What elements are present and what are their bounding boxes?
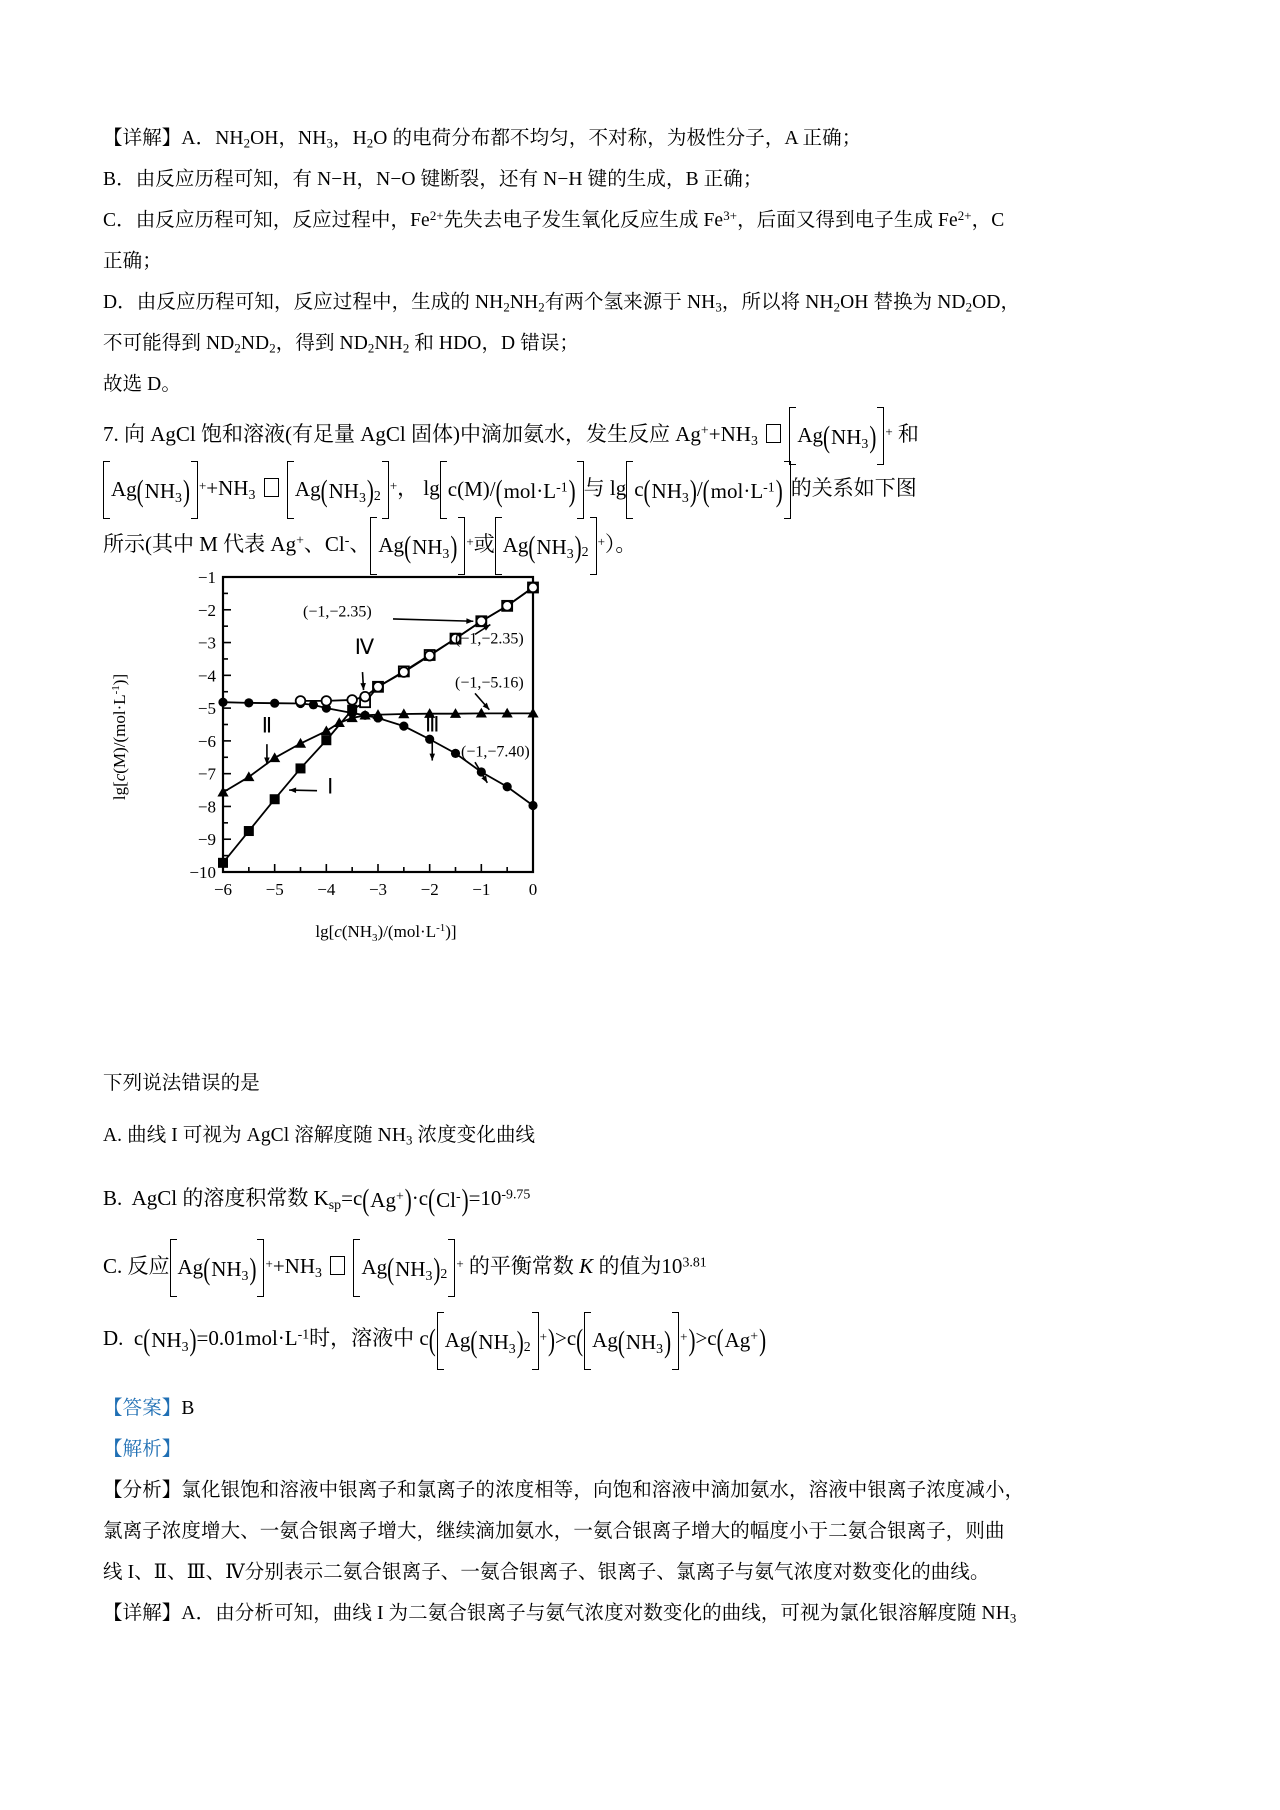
bracket-ag-nh3-2: Ag ( $NH_3$ ): [103, 463, 198, 517]
annotation-iii-label: (−1,−7.40): [461, 743, 530, 761]
question-7-line-3: 所示(其中 M 代表 Ag+、Cl-、 Ag ( $NH_3$ )+或 Ag ( $NH_3$ ) $_2$+）。: [103, 518, 1083, 573]
curve-label-iii: Ⅲ: [425, 712, 440, 737]
x-tick-label: −5: [265, 880, 284, 899]
explanation-line-c: C．由反应历程可知，反应过程中，$Fe^{2+}$先失去电子发生氧化反应生成 $Fe^{3+}$，后面又得到电子生成 $Fe^{2+}$，C: [103, 208, 1005, 231]
answer-block: [103, 1388, 195, 1429]
bracket-c-2: Ag ( $NH_3$ ) $_2$: [353, 1241, 455, 1295]
answer-value: B: [181, 1398, 195, 1419]
annotation-i-label: (−1,−2.35): [455, 630, 524, 648]
analysis-text-2: 氯离子浓度增大、一氨合银离子增大，继续滴加氨水，一氨合银离子增大的幅度小于二氨合银离子，则曲: [103, 1521, 1005, 1542]
x-tick-label: 0: [528, 880, 538, 899]
y-tick-label: −3: [197, 633, 216, 653]
explanation-line-d: D．由反应历程可知，反应过程中，生成的 $NH_2NH_2$有两个氢来源于 $NH_3$，所以将 $NH_2OH$ 替换为 $ND_2OD$，: [103, 292, 1021, 315]
explanation-line-c-cont: 正确；: [103, 251, 162, 272]
analysis-sub-label: 【分析】: [103, 1480, 182, 1501]
option-b[interactable]: B. AgCl 的溶度积常数 $K_{sp}=c$ ( Ag+ ) ·c ( Cl- ) $=10^{-9.75}$: [103, 1172, 530, 1226]
y-tick-label: −2: [197, 600, 216, 620]
x-tick-label: −4: [317, 880, 336, 899]
x-tick-label: −1: [472, 880, 491, 899]
y-tick-label: −1: [197, 568, 216, 587]
y-axis-title: $\lg[c(M)/(mol\cdot L^{-1})]$: [110, 673, 129, 801]
explanation-line-a: 【详解】A．$NH_2OH$，$NH_3$，$H_2O$ 的电荷分布都不均匀，不对称，为极性分子，A 正确；: [103, 128, 862, 151]
y-tick-label: −5: [197, 699, 216, 719]
analysis-text-3: 线 I、Ⅱ、Ⅲ、Ⅳ分别表示二氨合银离子、一氨合银离子、银离子、氯离子与氨气浓度对数变化的曲线。: [103, 1562, 990, 1583]
question-number: 7.: [103, 422, 119, 446]
annotation-iv-label: (−1,−2.35): [303, 603, 372, 621]
explanation-line-b: B．由反应历程可知，有 N−H，N−O 键断裂，还有 N−H 键的生成，B 正确；: [103, 169, 763, 190]
chart-figure: [103, 562, 603, 962]
explanation-conclusion: 故选 D。: [103, 374, 181, 395]
bracket-d-1: Ag ( $NH_3$ ) $_2$: [437, 1314, 539, 1368]
explanation-block-2: 【详解】A．由分析可知，曲线 I 为二氨合银离子与氨气浓度对数变化的曲线，可视为氯化银溶解度随 $NH_3$: [103, 1603, 1017, 1626]
answer-label: 【答案】: [103, 1398, 182, 1419]
question-prompt: 下列说法错误的是: [103, 1073, 260, 1094]
annotation-ii-arrow: [475, 693, 489, 709]
question-7-line-1: 7. 向 AgCl 饱和溶液(有足量 AgCl 固体)中滴加氨水，发生反应 $Ag^++NH_3$ Ag ( $NH_3$ )+ 和: [103, 408, 1063, 463]
x-tick-label: −2: [420, 880, 439, 899]
question-7-line-2: Ag ( $NH_3$ )$++NH_3$ Ag ( $NH_3$ ) $_2$+， lg c(M)/ ( $mol\cdot L^{-1}$ ) 与 lg c ( $NH_3$ ) / ( $mol\cdot L^{-1}$ ) 的关系如下图: [103, 462, 1083, 517]
curve-label-iv: Ⅳ: [354, 635, 375, 660]
curve-label-ii: Ⅱ: [261, 713, 273, 738]
analysis-text-1: 氯化银饱和溶液中银离子和氯离子的浓度相等，向饱和溶液中滴加氨水，溶液中银离子浓度减小，: [181, 1480, 1025, 1501]
analysis-line-1: [103, 1470, 1024, 1511]
bracket-c-1: Ag ( $NH_3$ ): [170, 1241, 265, 1295]
explanation-label: 【详解】: [103, 128, 182, 149]
equilibrium-symbol-3: [330, 1256, 345, 1275]
bracket-lg-cNH3: c ( $NH_3$ ) / ( $mol\cdot L^{-1}$ ): [626, 463, 791, 517]
analysis-label-block: [103, 1429, 181, 1470]
curve-label-i: Ⅰ: [327, 774, 334, 799]
x-tick-label: −3: [368, 880, 388, 899]
bracket-lg-cM: c(M)/ ( $mol\cdot L^{-1}$ ): [440, 463, 584, 517]
x-tick-label: −6: [213, 880, 233, 899]
annotation-iv-arrow: [393, 618, 473, 624]
explanation-2-label: 【详解】: [103, 1603, 182, 1624]
equilibrium-symbol-2: [264, 478, 279, 497]
bracket-m-1: Ag ( $NH_3$ ): [370, 519, 465, 573]
option-c[interactable]: C. 反应 Ag ( $NH_3$ )$++NH_3$ Ag ( $NH_3$ ) $_2$+ 的平衡常数 K 的值为$10^{3.81}$: [103, 1240, 707, 1295]
concentration-vs-ammonia-chart: [103, 562, 603, 962]
explanation-block-1: [103, 118, 1043, 405]
bracket-ag-nh3: Ag ( $NH_3$ ): [789, 409, 884, 463]
bracket-ag-nh3-two: Ag ( $NH_3$ ) $_2$: [287, 463, 389, 517]
y-tick-label: −6: [197, 731, 216, 751]
y-tick-label: −9: [197, 830, 216, 850]
option-d[interactable]: D. c ( $NH_3$ ) $=0.01mol\cdot L^{-1}$时，溶液中 c ( Ag ( $NH_3$ ) $_2$+ ) >c ( Ag ( $NH_3$ )+ ) >c ( Ag+ ): [103, 1312, 766, 1368]
equilibrium-symbol: [766, 424, 781, 443]
analysis-line-2: [103, 1511, 1005, 1552]
curve-i-arrow: [289, 787, 317, 793]
y-tick-label: −4: [197, 666, 216, 686]
curve-iii-arrow: [429, 743, 435, 761]
analysis-line-3: [103, 1552, 990, 1593]
x-axis-title: $\lg[c(NH_3)/(mol\cdot L^{-1})]$: [315, 922, 457, 944]
bracket-m-2: Ag ( $NH_3$ ) $_2$: [495, 519, 597, 573]
option-a[interactable]: A. 曲线 I 可视为 AgCl 溶解度随 $NH_3$ 浓度变化曲线: [103, 1125, 536, 1148]
y-tick-label: −8: [197, 797, 216, 817]
y-tick-label: −7: [197, 764, 216, 784]
curve-iv-arrow: [360, 672, 366, 690]
bracket-d-2: Ag ( $NH_3$ ): [584, 1314, 679, 1368]
y-tick-label: −10: [189, 863, 216, 882]
analysis-label: 【解析】: [103, 1439, 182, 1460]
annotation-ii-label: (−1,−5.16): [455, 674, 524, 692]
explanation-line-d-cont: 不可能得到 $ND_2ND_2$，得到 $ND_2NH_2$ 和 HDO，D 错误；: [103, 333, 580, 356]
